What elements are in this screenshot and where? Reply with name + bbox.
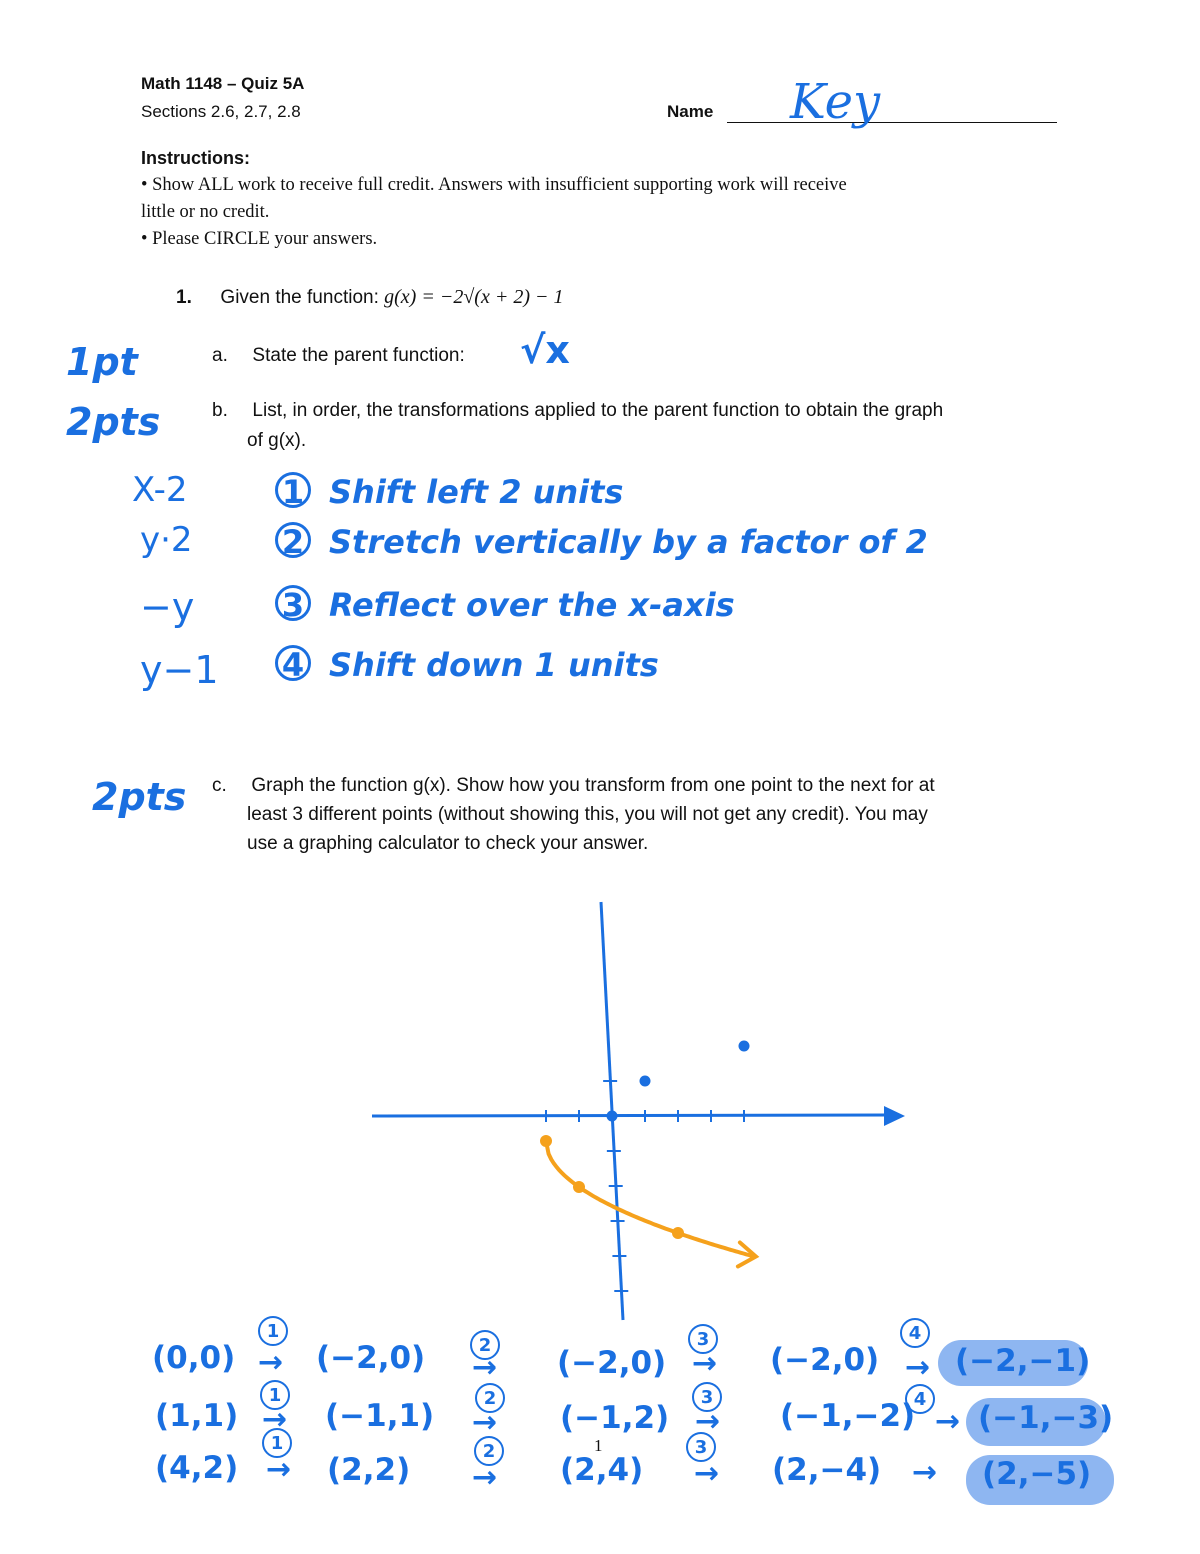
- page-number: 1: [594, 1436, 603, 1455]
- row-2-p1: (−1,1): [325, 1398, 435, 1434]
- row-2-p0: (1,1): [155, 1398, 239, 1434]
- row-2-mark-2: 2: [475, 1383, 505, 1413]
- row-1-arrow-4: →: [905, 1350, 931, 1385]
- row-2-arrow-3: →: [695, 1404, 721, 1439]
- course-title: Math 1148 – Quiz 5A: [141, 74, 305, 93]
- step-1: [275, 472, 623, 511]
- row-3-p1: (2,2): [327, 1452, 411, 1488]
- parent-point-3: [739, 1041, 750, 1052]
- row-1-p1: (−2,0): [316, 1340, 426, 1376]
- step-1-text: Shift left 2 units: [329, 473, 624, 511]
- row-2-mark-1: 1: [260, 1380, 290, 1410]
- row-2-p3: (−1,−2): [780, 1398, 916, 1434]
- y-axis: [601, 902, 623, 1320]
- instructions-line-2: little or no credit.: [141, 202, 270, 222]
- row-2-arrow-2: →: [472, 1405, 498, 1440]
- row-3-mark-1: 1: [262, 1428, 292, 1458]
- margin-note-2: y·2: [140, 520, 193, 560]
- part-b-line-2: of g(x).: [247, 430, 307, 451]
- step-3-text: Reflect over the x-axis: [329, 586, 735, 624]
- row-3-arrow-4: →: [912, 1455, 938, 1490]
- points-c: 2pts: [92, 775, 187, 819]
- step-1-number: 1: [275, 472, 311, 508]
- instructions-line-3: • Please CIRCLE your answers.: [141, 229, 378, 249]
- part-c-line-2: least 3 different points (without showing this, you will not get any credit). You may: [247, 804, 928, 825]
- margin-note-3: −y: [140, 585, 195, 629]
- part-b-text-1: List, in order, the transformations applied to the parent function to obtain the graph: [252, 400, 944, 421]
- row-3-arrow-1: →: [266, 1452, 292, 1487]
- x-axis: [372, 1115, 890, 1116]
- margin-note-4: y−1: [140, 648, 219, 692]
- row-1-p2: (−2,0): [557, 1345, 667, 1381]
- name-label: Name: [667, 102, 714, 121]
- part-b-line-1: [212, 400, 943, 422]
- question-number: 1.: [176, 287, 192, 308]
- part-a-text: State the parent function:: [252, 345, 465, 366]
- row-1-arrow-1: →: [258, 1345, 284, 1380]
- row-1-p3: (−2,0): [770, 1342, 880, 1378]
- question-1: [176, 286, 564, 309]
- row-2-arrow-1: →: [262, 1402, 288, 1437]
- step-4: [275, 645, 659, 684]
- step-mark-2: 2: [470, 1330, 500, 1360]
- function-expression: g(x) = −2√(x + 2) − 1: [384, 286, 564, 308]
- step-2-text: Stretch vertically by a factor of 2: [329, 523, 928, 561]
- instructions-line-1: • Show ALL work to receive full credit. Answers with insufficient supporting work will receive: [141, 175, 847, 195]
- row-3-mark-2: 2: [474, 1436, 504, 1466]
- step-mark-1: 1: [258, 1316, 288, 1346]
- row-3-p3: (2,−4): [772, 1452, 882, 1488]
- part-a-label: a.: [212, 345, 228, 366]
- transformed-point-2: [573, 1181, 585, 1193]
- row-2-p4: (−1,−3): [978, 1400, 1114, 1436]
- step-mark-3: 3: [688, 1324, 718, 1354]
- curve-arrowhead: [738, 1242, 756, 1266]
- sections-line: Sections 2.6, 2.7, 2.8: [141, 102, 301, 121]
- row-3-arrow-3: →: [694, 1456, 720, 1491]
- part-c-line-1: [212, 775, 935, 797]
- transformed-curve: [546, 1141, 754, 1257]
- margin-note-1: X-2: [132, 470, 188, 510]
- parent-function-answer: √x: [520, 328, 570, 372]
- row-2-mark-4: 4: [905, 1384, 935, 1414]
- name-value: Key: [790, 74, 881, 130]
- step-4-text: Shift down 1 units: [329, 646, 659, 684]
- step-2: [275, 522, 928, 561]
- part-c-label: c.: [212, 775, 227, 796]
- row-3-p0: (4,2): [155, 1450, 239, 1486]
- transformed-point-1: [540, 1135, 552, 1147]
- row-2-mark-3: 3: [692, 1382, 722, 1412]
- row-3-mark-3: 3: [686, 1432, 716, 1462]
- part-a: [212, 345, 465, 367]
- transformed-point-3: [672, 1227, 684, 1239]
- parent-point-2: [640, 1076, 651, 1087]
- row-1-p4: (−2,−1): [955, 1343, 1091, 1379]
- row-2-p2: (−1,2): [560, 1400, 670, 1436]
- row-1-p0: (0,0): [152, 1340, 236, 1376]
- row-3-p2: (2,4): [560, 1452, 644, 1488]
- part-c-line-3: use a graphing calculator to check your answer.: [247, 833, 649, 854]
- x-axis-arrowhead: [884, 1106, 905, 1126]
- part-b-label: b.: [212, 400, 228, 421]
- step-4-number: 4: [275, 645, 311, 681]
- row-3-p4: (2,−5): [982, 1456, 1092, 1492]
- instructions-heading: Instructions:: [141, 148, 251, 168]
- row-2-arrow-4: →: [935, 1404, 961, 1439]
- name-underline: [727, 118, 1057, 123]
- parent-point-1: [607, 1111, 618, 1122]
- part-c-text-1: Graph the function g(x). Show how you transform from one point to the next for at: [251, 775, 935, 796]
- row-1-arrow-2: →: [472, 1350, 498, 1385]
- step-mark-4: 4: [900, 1318, 930, 1348]
- points-a: 1pt: [66, 340, 138, 384]
- step-2-number: 2: [275, 522, 311, 558]
- row-1-arrow-3: →: [692, 1346, 718, 1381]
- step-3-number: 3: [275, 585, 311, 621]
- question-prompt: Given the function:: [220, 287, 385, 308]
- points-b: 2pts: [66, 400, 161, 444]
- step-3: [275, 585, 735, 624]
- row-3-arrow-2: →: [472, 1460, 498, 1495]
